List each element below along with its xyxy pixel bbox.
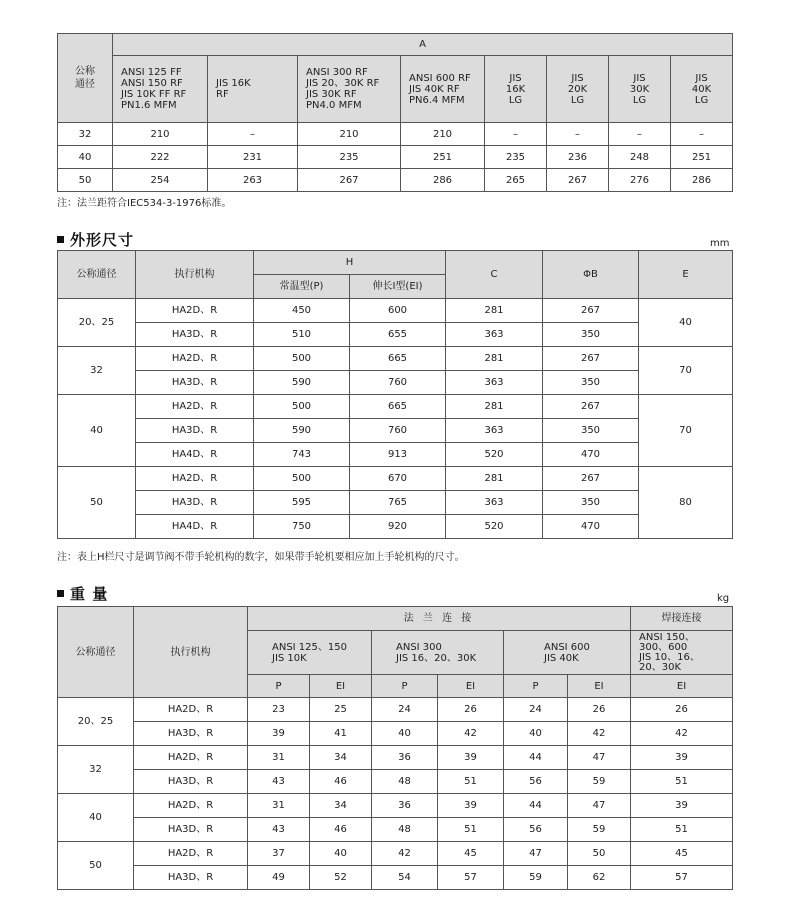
weight-cell: 36 (372, 746, 438, 770)
value-cell: 251 (401, 146, 485, 169)
value-cell: 363 (446, 371, 543, 395)
unit-label-kg: kg (717, 593, 730, 604)
weight-cell: 47 (568, 794, 631, 818)
value-cell: 210 (298, 123, 401, 146)
weight-cell: 31 (248, 794, 310, 818)
weight-cell: 34 (310, 746, 372, 770)
t3-sub-header: EI (438, 675, 504, 698)
t3-sub-header: EI (631, 675, 733, 698)
value-cell: 350 (543, 323, 639, 347)
t3-flange-header: 法 兰 连 接 (248, 607, 631, 631)
value-cell: 350 (543, 371, 639, 395)
value-cell: 665 (350, 347, 446, 371)
weight-cell: 39 (438, 794, 504, 818)
value-cell: 750 (254, 515, 350, 539)
t2-phib-header: ΦB (543, 251, 639, 299)
value-cell: 760 (350, 419, 446, 443)
weight-cell: 47 (568, 746, 631, 770)
weight-cell: 46 (310, 818, 372, 842)
t3-weld-header: 焊接连接 (631, 607, 733, 631)
dn-cell: 32 (58, 347, 136, 395)
table-row (58, 722, 733, 746)
value-cell: 500 (254, 467, 350, 491)
square-bullet-icon (57, 236, 64, 243)
value-cell: 590 (254, 419, 350, 443)
t1-std-header: ANSI 600 RF JIS 40K RF PN6.4 MFM (401, 56, 485, 123)
weight-cell: 59 (568, 770, 631, 794)
t1-std-header: JIS 16K RF (208, 56, 298, 123)
dn-cell: 40 (58, 146, 113, 169)
weight-cell: 39 (631, 794, 733, 818)
value-cell: 363 (446, 323, 543, 347)
value-cell: 286 (671, 169, 733, 192)
table-row (58, 515, 733, 539)
t1-std-header: JIS 40K LG (671, 56, 733, 123)
actuator-cell: HA3D、R (134, 722, 248, 746)
value-cell: 210 (113, 123, 208, 146)
weight-cell: 26 (631, 698, 733, 722)
weight-table (57, 606, 733, 890)
value-cell: 500 (254, 347, 350, 371)
actuator-cell: HA3D、R (136, 323, 254, 347)
weight-cell: 23 (248, 698, 310, 722)
weight-cell: 59 (504, 866, 568, 890)
t3-flange-std-header: ANSI 600 JIS 40K (504, 631, 631, 675)
dimensions-table (57, 250, 733, 539)
value-cell: 251 (671, 146, 733, 169)
value-cell: 263 (208, 169, 298, 192)
value-cell: 350 (543, 419, 639, 443)
table-row (58, 146, 733, 169)
t2-h-ext-header: 伸长Ⅰ型(EI) (350, 275, 446, 299)
weight-cell: 49 (248, 866, 310, 890)
weight-cell: 52 (310, 866, 372, 890)
weight-cell: 57 (631, 866, 733, 890)
table-row (58, 794, 733, 818)
t3-weld-std-header: ANSI 150、 300、600 JIS 10、16、 20、30K (631, 631, 733, 675)
weight-cell: 37 (248, 842, 310, 866)
actuator-cell: HA2D、R (134, 794, 248, 818)
dn-cell: 40 (58, 395, 136, 467)
value-cell: 655 (350, 323, 446, 347)
square-bullet-icon (57, 590, 64, 597)
weight-cell: 24 (372, 698, 438, 722)
value-cell: 520 (446, 515, 543, 539)
value-cell: 267 (298, 169, 401, 192)
table-row (58, 323, 733, 347)
dn-cell: 50 (58, 467, 136, 539)
dn-cell: 32 (58, 746, 134, 794)
table-row (58, 866, 733, 890)
t1-std-header: JIS 30K LG (609, 56, 671, 123)
table-row (58, 169, 733, 192)
weight-cell: 39 (248, 722, 310, 746)
weight-cell: 54 (372, 866, 438, 890)
t2-e-header: E (639, 251, 733, 299)
value-cell: 913 (350, 443, 446, 467)
actuator-cell: HA4D、R (136, 443, 254, 467)
weight-cell: 50 (568, 842, 631, 866)
t2-note: 注：表上H栏尺寸是调节阀不带手轮机构的数字，如果带手轮机要相应加上手轮机构的尺寸。 (57, 552, 465, 563)
dn-cell: 40 (58, 794, 134, 842)
t1-standards-row (58, 56, 733, 123)
weight-cell: 40 (310, 842, 372, 866)
value-cell: 254 (113, 169, 208, 192)
table-row (58, 123, 733, 146)
dn-cell: 32 (58, 123, 113, 146)
value-cell: – (671, 123, 733, 146)
weight-cell: 26 (568, 698, 631, 722)
weight-cell: 39 (438, 746, 504, 770)
table-row (58, 395, 733, 419)
weight-cell: 51 (438, 770, 504, 794)
value-cell: 470 (543, 515, 639, 539)
weight-cell: 42 (631, 722, 733, 746)
e-cell: 70 (639, 347, 733, 395)
table-row (58, 299, 733, 323)
table-row (58, 347, 733, 371)
actuator-cell: HA2D、R (134, 842, 248, 866)
table-row (58, 419, 733, 443)
table-row (58, 818, 733, 842)
value-cell: 350 (543, 491, 639, 515)
weight-cell: 51 (438, 818, 504, 842)
value-cell: 510 (254, 323, 350, 347)
t3-flange-std-header: ANSI 125、150 JIS 10K (248, 631, 372, 675)
weight-cell: 46 (310, 770, 372, 794)
weight-cell: 42 (438, 722, 504, 746)
table-row (58, 746, 733, 770)
weight-cell: 43 (248, 818, 310, 842)
value-cell: – (485, 123, 547, 146)
value-cell: 590 (254, 371, 350, 395)
value-cell: 595 (254, 491, 350, 515)
value-cell: 267 (543, 347, 639, 371)
weight-cell: 62 (568, 866, 631, 890)
t3-sub-header: EI (568, 675, 631, 698)
weight-cell: 31 (248, 746, 310, 770)
value-cell: 267 (543, 395, 639, 419)
actuator-cell: HA2D、R (136, 467, 254, 491)
actuator-cell: HA3D、R (134, 770, 248, 794)
unit-label-mm: mm (710, 238, 730, 249)
actuator-cell: HA3D、R (136, 371, 254, 395)
table-row (58, 770, 733, 794)
table-row (58, 698, 733, 722)
weight-cell: 51 (631, 770, 733, 794)
table-row (58, 467, 733, 491)
value-cell: 450 (254, 299, 350, 323)
actuator-cell: HA2D、R (136, 299, 254, 323)
actuator-cell: HA4D、R (136, 515, 254, 539)
value-cell: 210 (401, 123, 485, 146)
value-cell: 267 (543, 467, 639, 491)
table-row (58, 443, 733, 467)
t1-std-header: ANSI 125 FF ANSI 150 RF JIS 10K FF RF PN1.6 MFM (113, 56, 208, 123)
dn-cell: 50 (58, 842, 134, 890)
e-cell: 70 (639, 395, 733, 467)
t3-dn-header: 公称通径 (58, 607, 134, 698)
value-cell: 281 (446, 347, 543, 371)
value-cell: 236 (547, 146, 609, 169)
value-cell: 222 (113, 146, 208, 169)
value-cell: 265 (485, 169, 547, 192)
weight-cell: 45 (438, 842, 504, 866)
t3-sub-header: P (248, 675, 310, 698)
weight-cell: 42 (372, 842, 438, 866)
weight-cell: 59 (568, 818, 631, 842)
weight-cell: 40 (504, 722, 568, 746)
value-cell: 520 (446, 443, 543, 467)
weight-cell: 42 (568, 722, 631, 746)
table-row (58, 842, 733, 866)
weight-cell: 48 (372, 770, 438, 794)
value-cell: 470 (543, 443, 639, 467)
section-title-text: 重 量 (70, 585, 109, 603)
value-cell: – (208, 123, 298, 146)
table-row (58, 371, 733, 395)
weight-cell: 43 (248, 770, 310, 794)
t2-h-header: H (254, 251, 446, 275)
actuator-cell: HA2D、R (136, 395, 254, 419)
value-cell: 231 (208, 146, 298, 169)
t2-actuator-header: 执行机构 (136, 251, 254, 299)
value-cell: 281 (446, 467, 543, 491)
value-cell: 276 (609, 169, 671, 192)
value-cell: – (609, 123, 671, 146)
e-cell: 80 (639, 467, 733, 539)
value-cell: 765 (350, 491, 446, 515)
weight-cell: 45 (631, 842, 733, 866)
value-cell: 267 (543, 299, 639, 323)
face-to-face-table (57, 33, 733, 192)
t1-std-header: JIS 16K LG (485, 56, 547, 123)
t1-std-header: ANSI 300 RF JIS 20、30K RF JIS 30K RF PN4.0 MFM (298, 56, 401, 123)
dn-cell: 20、25 (58, 698, 134, 746)
weight-cell: 44 (504, 746, 568, 770)
table-row (58, 491, 733, 515)
value-cell: 281 (446, 299, 543, 323)
value-cell: 665 (350, 395, 446, 419)
actuator-cell: HA2D、R (134, 746, 248, 770)
t3-flange-std-header: ANSI 300 JIS 16、20、30K (372, 631, 504, 675)
weight-cell: 26 (438, 698, 504, 722)
value-cell: 363 (446, 491, 543, 515)
weight-cell: 57 (438, 866, 504, 890)
t1-note: 注：法兰距符合IEC534-3-1976标准。 (57, 198, 232, 209)
t3-sub-header: EI (310, 675, 372, 698)
weight-cell: 44 (504, 794, 568, 818)
section-title-weight (57, 583, 108, 604)
weight-cell: 36 (372, 794, 438, 818)
weight-cell: 39 (631, 746, 733, 770)
t1-a-header: A (113, 34, 733, 56)
value-cell: 235 (485, 146, 547, 169)
actuator-cell: HA3D、R (134, 866, 248, 890)
weight-cell: 56 (504, 770, 568, 794)
t2-c-header: C (446, 251, 543, 299)
actuator-cell: HA2D、R (134, 698, 248, 722)
t2-dn-header: 公称通径 (58, 251, 136, 299)
value-cell: 670 (350, 467, 446, 491)
t3-actuator-header: 执行机构 (134, 607, 248, 698)
dn-cell: 50 (58, 169, 113, 192)
weight-cell: 47 (504, 842, 568, 866)
actuator-cell: HA2D、R (136, 347, 254, 371)
value-cell: 281 (446, 395, 543, 419)
weight-cell: 34 (310, 794, 372, 818)
weight-cell: 25 (310, 698, 372, 722)
dn-cell: 20、25 (58, 299, 136, 347)
value-cell: 600 (350, 299, 446, 323)
e-cell: 40 (639, 299, 733, 347)
t1-dn-header: 公称 通径 (58, 34, 113, 123)
section-title-dimensions (57, 229, 134, 250)
t3-sub-header: P (504, 675, 568, 698)
value-cell: 235 (298, 146, 401, 169)
value-cell: – (547, 123, 609, 146)
section-title-text: 外形尺寸 (70, 231, 135, 249)
t1-std-header: JIS 20K LG (547, 56, 609, 123)
weight-cell: 56 (504, 818, 568, 842)
value-cell: 743 (254, 443, 350, 467)
value-cell: 920 (350, 515, 446, 539)
value-cell: 248 (609, 146, 671, 169)
value-cell: 363 (446, 419, 543, 443)
weight-cell: 51 (631, 818, 733, 842)
weight-cell: 48 (372, 818, 438, 842)
t3-sub-header: P (372, 675, 438, 698)
actuator-cell: HA3D、R (136, 419, 254, 443)
weight-cell: 41 (310, 722, 372, 746)
value-cell: 760 (350, 371, 446, 395)
value-cell: 286 (401, 169, 485, 192)
weight-cell: 24 (504, 698, 568, 722)
actuator-cell: HA3D、R (136, 491, 254, 515)
t2-h-normal-header: 常温型(P) (254, 275, 350, 299)
weight-cell: 40 (372, 722, 438, 746)
value-cell: 267 (547, 169, 609, 192)
actuator-cell: HA3D、R (134, 818, 248, 842)
value-cell: 500 (254, 395, 350, 419)
